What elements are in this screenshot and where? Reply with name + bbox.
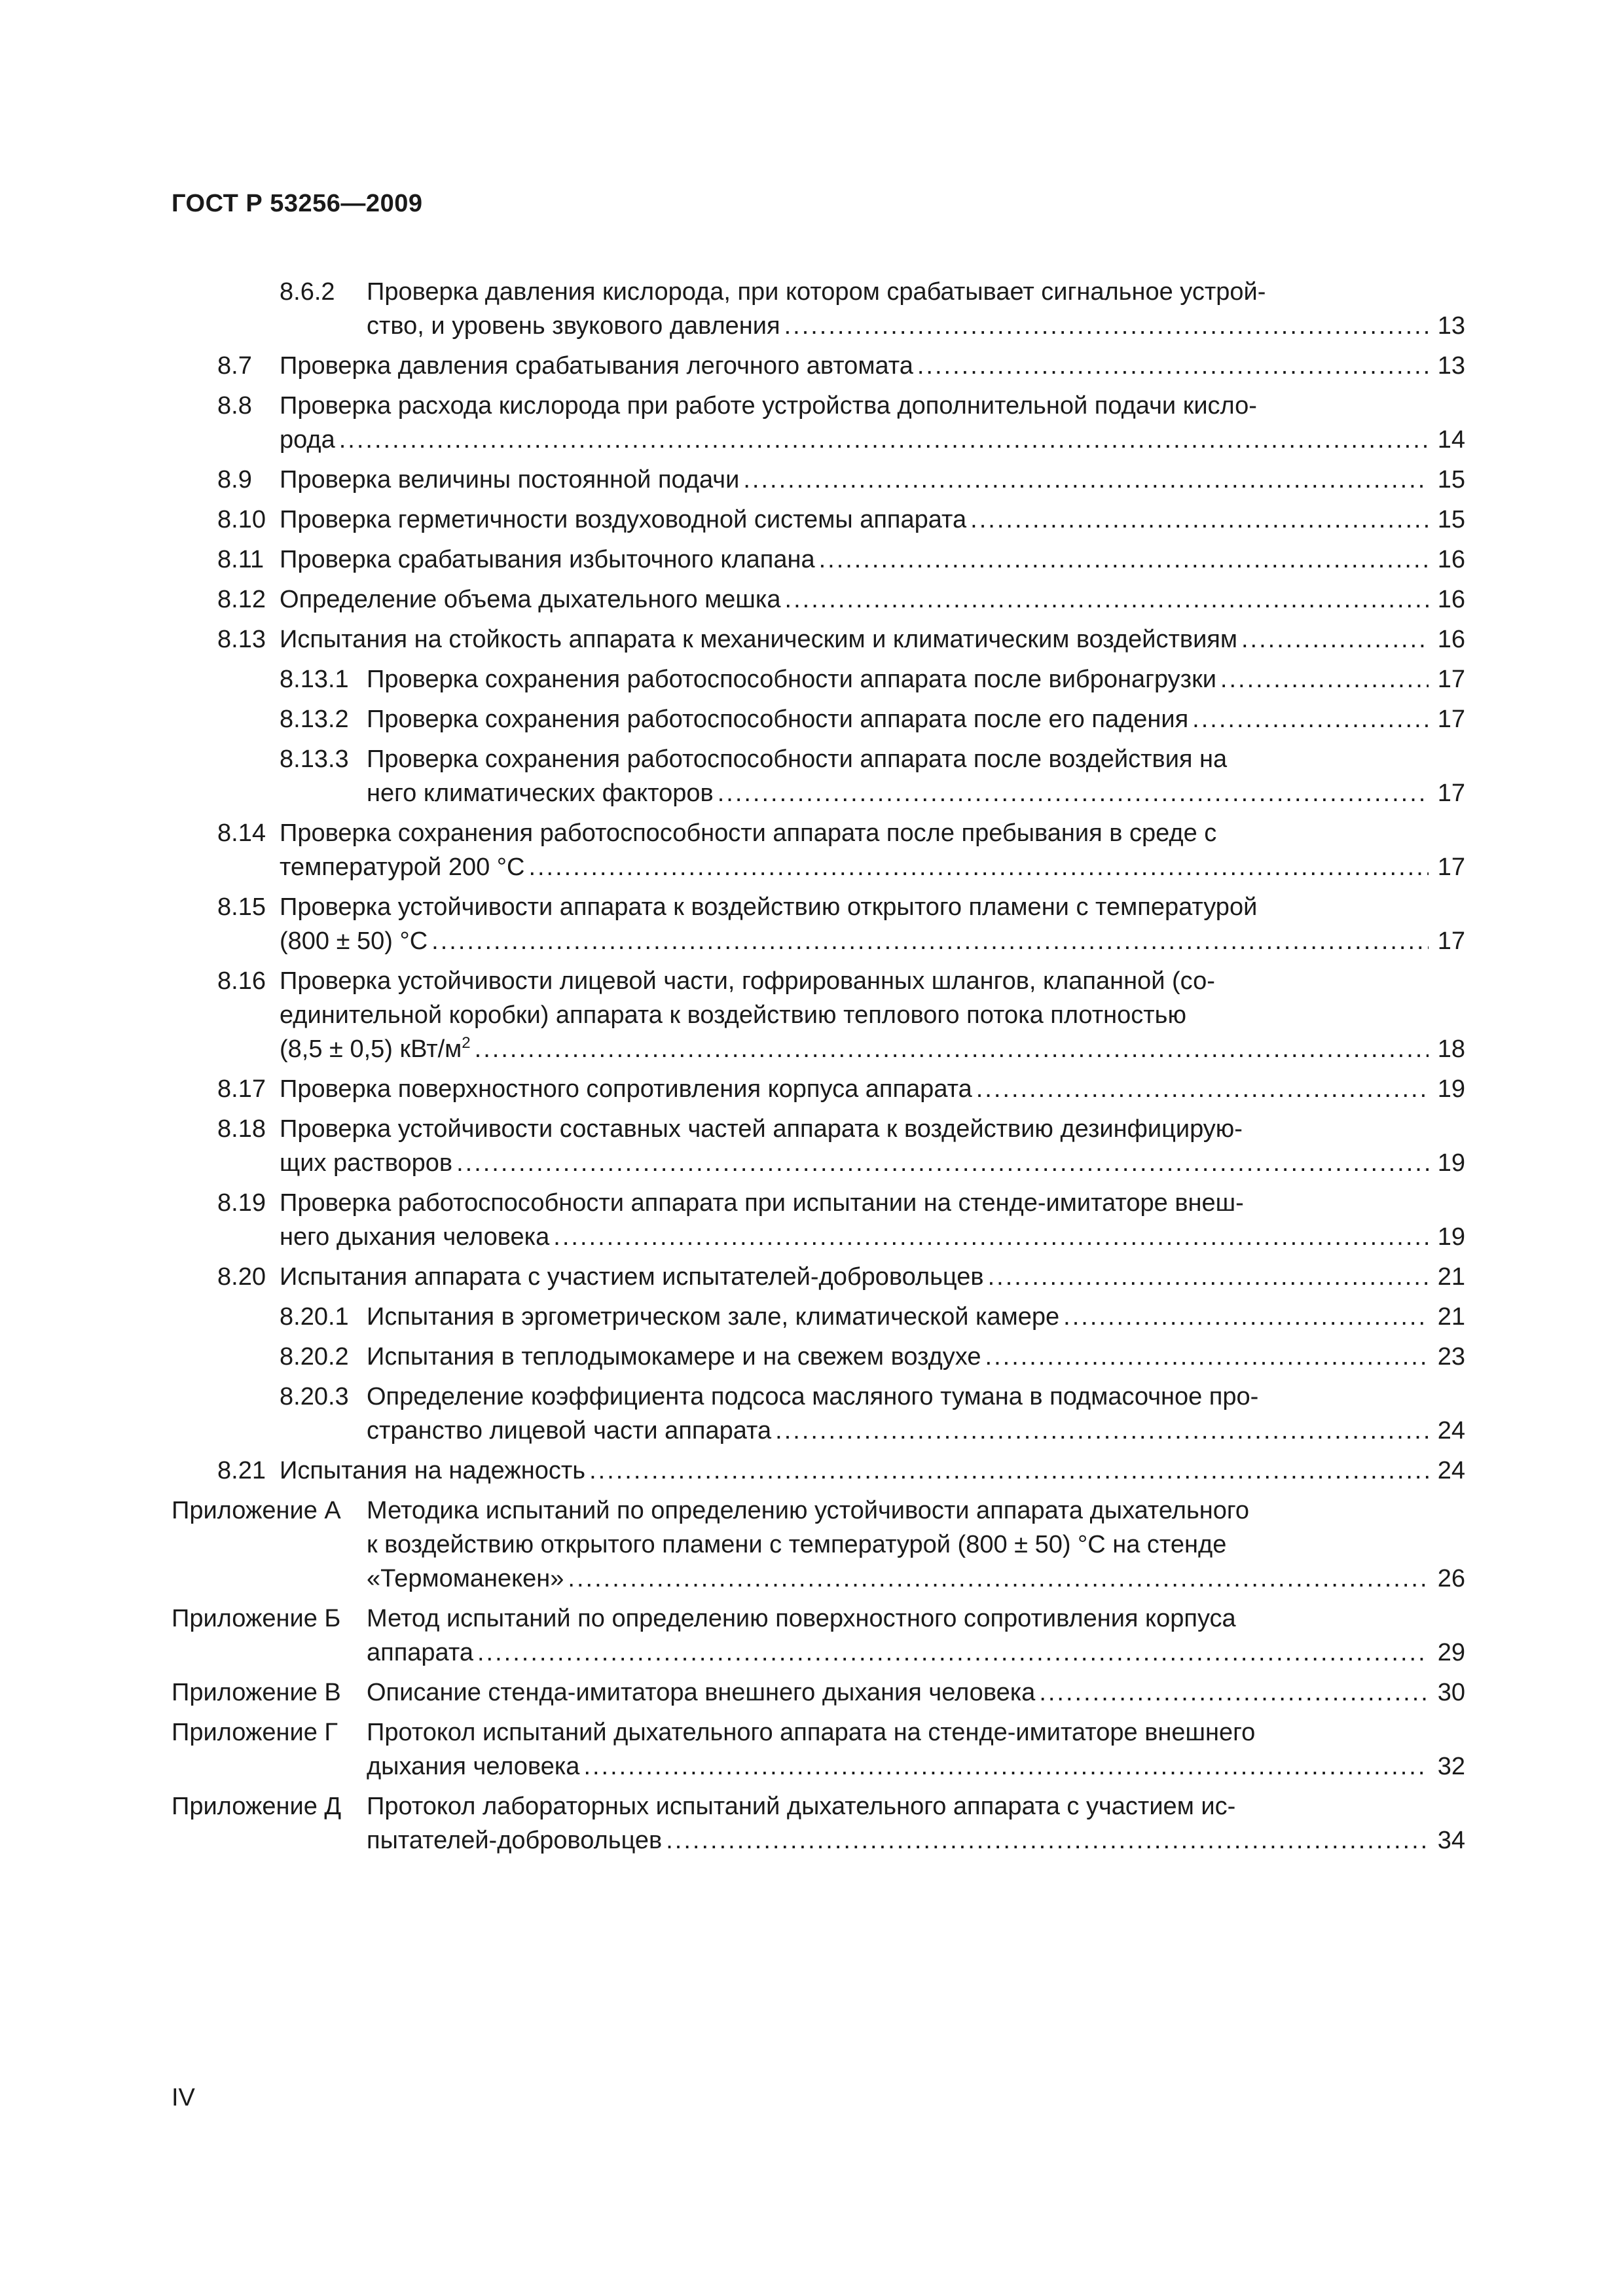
toc-entry[interactable] [0, 463, 1623, 497]
toc-entry-title: Проверка работоспособности аппарата при испытании на стенде-имитаторе внеш- [280, 1189, 1244, 1217]
toc-page-number: 19 [1437, 1149, 1465, 1177]
toc-entry-title: Проверка давления кислорода, при котором срабатывает сигнальное устрой- [367, 278, 1266, 306]
toc-entry-title: «Термоманекен» [367, 1565, 564, 1592]
toc-entry-number: Приложение В [172, 1679, 341, 1706]
toc-page-number: 30 [1437, 1679, 1465, 1706]
toc-entry[interactable] [0, 1260, 1623, 1294]
toc-entry[interactable] [0, 1494, 1623, 1596]
dot-leader [568, 1562, 1429, 1596]
toc-entry[interactable] [0, 275, 1623, 343]
toc-entry[interactable] [0, 583, 1623, 617]
toc-entry-title: Протокол испытаний дыхательного аппарата на стенде-имитаторе внешнего [367, 1719, 1256, 1746]
toc-page-number: 17 [1437, 780, 1465, 807]
toc-entry-number: 8.13 [217, 626, 266, 653]
toc-entry-title: Проверка сохранения работоспособности аппарата после воздействия на [367, 745, 1228, 773]
toc-entry[interactable] [0, 503, 1623, 537]
toc-entry-title: температурой 200 °С [280, 853, 525, 881]
toc-entry-number: 8.10 [217, 506, 266, 533]
toc-entry-title: единительной коробки) аппарата к воздействию теплового потока плотностью [280, 1001, 1186, 1029]
toc-entry-number: 8.14 [217, 819, 266, 847]
dot-leader [917, 349, 1429, 383]
toc-entry-number: 8.18 [217, 1115, 266, 1143]
toc-page-number: 21 [1437, 1263, 1465, 1291]
toc-entry-number: 8.13.2 [280, 706, 349, 733]
dot-leader [784, 309, 1429, 343]
toc-entry[interactable] [0, 702, 1623, 736]
toc-entry-title: Методика испытаний по определению устойчивости аппарата дыхательного [367, 1497, 1250, 1524]
toc-page-number: 15 [1437, 506, 1465, 533]
toc-entry-title: Метод испытаний по определению поверхностного сопротивления корпуса [367, 1605, 1236, 1632]
superscript: 2 [462, 1034, 471, 1052]
dot-leader [1220, 662, 1429, 696]
dot-leader [1039, 1676, 1429, 1710]
toc-entry-title: аппарата [367, 1639, 473, 1666]
toc-entry-title: Проверка устойчивости составных частей аппарата к воздействию дезинфицирую- [280, 1115, 1243, 1143]
dot-leader [456, 1146, 1429, 1180]
toc-entry[interactable] [0, 1789, 1623, 1857]
toc-page-number: 17 [1437, 706, 1465, 733]
dot-leader [553, 1220, 1429, 1254]
toc-entry-number: 8.12 [217, 586, 266, 613]
toc-entry-title: Проверка устойчивости аппарата к воздействию открытого пламени с температурой [280, 893, 1258, 921]
toc-entry-number: Приложение Г [172, 1719, 338, 1746]
toc-page-number: 24 [1437, 1457, 1465, 1484]
toc-entry-title: него климатических факторов [367, 780, 714, 807]
toc-entry-title: ство, и уровень звукового давления [367, 312, 780, 340]
toc-entry-title: Проверка герметичности воздуховодной системы аппарата [280, 506, 967, 533]
document-code: ГОСТ Р 53256—2009 [172, 190, 423, 217]
toc-page-number: 21 [1437, 1303, 1465, 1331]
toc-entry-number: 8.7 [217, 352, 252, 380]
toc-entry-title: дыхания человека [367, 1753, 580, 1780]
toc-entry-title: Проверка устойчивости лицевой части, гофрированных шлангов, клапанной (со- [280, 967, 1215, 995]
dot-leader [970, 503, 1429, 537]
toc-page-number: 29 [1437, 1639, 1465, 1666]
toc-entry-number: 8.17 [217, 1075, 266, 1103]
toc-entry-number: 8.19 [217, 1189, 266, 1217]
toc-entry-title: Проверка срабатывания избыточного клапана [280, 546, 815, 573]
toc-page-number: 17 [1437, 927, 1465, 955]
toc-entry-title: него дыхания человека [280, 1223, 550, 1251]
toc-entry-title: Проверка величины постоянной подачи [280, 466, 740, 493]
dot-leader [477, 1636, 1429, 1670]
toc-page-number: 15 [1437, 466, 1465, 493]
toc-page-number: 19 [1437, 1223, 1465, 1251]
toc-entry-title: Проверка сохранения работоспособности аппарата после вибронагрузки [367, 666, 1216, 693]
dot-leader [666, 1823, 1429, 1857]
dot-leader [589, 1454, 1429, 1488]
toc-entry-title: Испытания в теплодымокамере и на свежем воздухе [367, 1343, 981, 1371]
toc-page-number: 16 [1437, 546, 1465, 573]
toc-page-number: 13 [1437, 312, 1465, 340]
toc-entry-title: Проверка давления срабатывания легочного автомата [280, 352, 913, 380]
toc-entry[interactable] [0, 964, 1623, 1066]
toc-entry[interactable] [0, 1602, 1623, 1670]
toc-entry-title: Проверка расхода кислорода при работе устройства дополнительной подачи кисло- [280, 392, 1257, 420]
toc-entry-number: 8.20 [217, 1263, 266, 1291]
toc-entry[interactable] [0, 1112, 1623, 1180]
toc-entry-title: Испытания на надежность [280, 1457, 586, 1484]
toc-entry-title: Испытания в эргометрическом зале, климатической камере [367, 1303, 1060, 1331]
toc-page-number: 23 [1437, 1343, 1465, 1371]
toc-page-number: 19 [1437, 1075, 1465, 1103]
toc-entry-number: 8.16 [217, 967, 266, 995]
dot-leader [988, 1260, 1429, 1294]
toc-entry-title: странство лицевой части аппарата [367, 1417, 772, 1444]
toc-entry[interactable] [0, 1300, 1623, 1334]
toc-entry[interactable] [0, 890, 1623, 958]
toc-entry-title: Проверка поверхностного сопротивления корпуса аппарата [280, 1075, 972, 1103]
toc-page-number: 17 [1437, 853, 1465, 881]
toc-entry[interactable] [0, 1454, 1623, 1488]
toc-entry[interactable] [0, 662, 1623, 696]
toc-page-number: 26 [1437, 1565, 1465, 1592]
dot-leader [583, 1749, 1429, 1784]
toc-entry-title: Проверка сохранения работоспособности аппарата после пребывания в среде с [280, 819, 1217, 847]
dot-leader [743, 463, 1429, 497]
toc-entry-title: Проверка сохранения работоспособности аппарата после его падения [367, 706, 1189, 733]
toc-entry[interactable] [0, 742, 1623, 810]
toc-page-number: 32 [1437, 1753, 1465, 1780]
dot-leader [1192, 702, 1429, 736]
toc-page-number: 34 [1437, 1827, 1465, 1854]
toc-entry-title: Испытания аппарата с участием испытателей-добровольцев [280, 1263, 984, 1291]
toc-entry-number: 8.15 [217, 893, 266, 921]
toc-entry-number: 8.11 [217, 546, 264, 573]
toc-entry[interactable] [0, 349, 1623, 383]
toc-page-number: 16 [1437, 626, 1465, 653]
toc-entry-number: 8.20.3 [280, 1383, 349, 1410]
toc-page-number: 18 [1437, 1035, 1465, 1063]
toc-page-number: 14 [1437, 426, 1465, 454]
toc-entry-number: 8.13.3 [280, 745, 349, 773]
toc-entry-title: пытателей-добровольцев [367, 1827, 663, 1854]
toc-entry-number: 8.20.2 [280, 1343, 349, 1371]
dot-leader [1241, 622, 1429, 656]
toc-entry-number: 8.13.1 [280, 666, 349, 693]
table-of-contents [0, 275, 1623, 1863]
toc-entry-number: Приложение Б [172, 1605, 341, 1632]
toc-entry-title: рода [280, 426, 335, 454]
toc-entry[interactable] [0, 1380, 1623, 1448]
toc-entry-title: (800 ± 50) °С [280, 927, 428, 955]
dot-leader [785, 583, 1429, 617]
toc-entry-title: щих растворов [280, 1149, 453, 1177]
toc-entry-number: 8.6.2 [280, 278, 335, 306]
dot-leader [528, 850, 1429, 884]
toc-entry-number: 8.8 [217, 392, 252, 420]
toc-entry[interactable] [0, 1715, 1623, 1784]
toc-entry-title: (8,5 ± 0,5) кВт/м [280, 1035, 462, 1063]
toc-entry[interactable] [0, 543, 1623, 577]
dot-leader [431, 924, 1429, 958]
toc-entry[interactable] [0, 1186, 1623, 1254]
toc-page-number: 16 [1437, 586, 1465, 613]
dot-leader [718, 776, 1429, 810]
dot-leader [976, 1072, 1429, 1106]
toc-entry-title: Испытания на стойкость аппарата к механическим и климатическим воздействиям [280, 626, 1237, 653]
toc-entry-title: Определение коэффициента подсоса масляного тумана в подмасочное про- [367, 1383, 1259, 1410]
toc-page-number: 13 [1437, 352, 1465, 380]
toc-entry[interactable] [0, 816, 1623, 884]
toc-entry-number: 8.20.1 [280, 1303, 349, 1331]
dot-leader [819, 543, 1429, 577]
toc-entry-title: к воздействию открытого пламени с температурой (800 ± 50) °С на стенде [367, 1531, 1227, 1558]
toc-entry-number: 8.9 [217, 466, 252, 493]
dot-leader [475, 1032, 1429, 1066]
toc-entry[interactable] [0, 389, 1623, 457]
toc-page-number: 24 [1437, 1417, 1465, 1444]
toc-entry-number: 8.21 [217, 1457, 266, 1484]
toc-entry[interactable] [0, 622, 1623, 656]
toc-entry[interactable] [0, 1676, 1623, 1710]
toc-page-number: 17 [1437, 666, 1465, 693]
dot-leader [775, 1414, 1429, 1448]
toc-entry[interactable] [0, 1072, 1623, 1106]
toc-entry-number: Приложение А [172, 1497, 341, 1524]
page-number: IV [172, 2084, 195, 2111]
toc-entry-title: Описание стенда-имитатора внешнего дыхания человека [367, 1679, 1036, 1706]
dot-leader [1063, 1300, 1429, 1334]
toc-entry-title: Определение объема дыхательного мешка [280, 586, 781, 613]
toc-entry[interactable] [0, 1340, 1623, 1374]
toc-entry-number: Приложение Д [172, 1793, 342, 1820]
dot-leader [339, 423, 1429, 457]
toc-entry-title: Протокол лабораторных испытаний дыхательного аппарата с участием ис- [367, 1793, 1236, 1820]
dot-leader [985, 1340, 1429, 1374]
